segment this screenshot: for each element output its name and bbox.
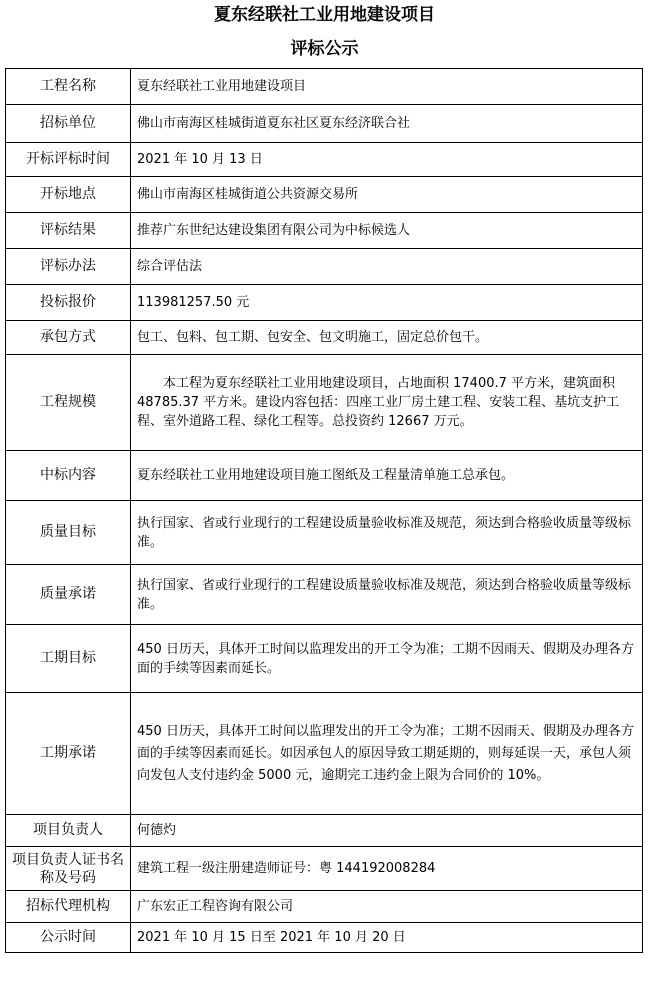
row-label: 招标单位: [6, 105, 131, 143]
row-label: 工程名称: [6, 69, 131, 105]
table-row: [6, 213, 643, 249]
row-label: 质量目标: [6, 501, 131, 565]
row-label: 中标内容: [6, 451, 131, 501]
row-label: 工期承诺: [6, 693, 131, 815]
row-label: 承包方式: [6, 321, 131, 355]
table-row: [6, 355, 643, 451]
row-value: 本工程为夏东经联社工业用地建设项目，占地面积 17400.7 平方米，建筑面积 48785.37 平方米。建设内容包括：四座工业厂房土建工程、安装工程、基坑支护工程、室外道路工程、绿化工程等。总投资约 12667 万元。: [131, 355, 643, 451]
row-label: 质量承诺: [6, 565, 131, 625]
row-label: 开标评标时间: [6, 143, 131, 177]
row-value: 夏东经联社工业用地建设项目: [131, 69, 643, 105]
row-value: 113981257.50 元: [131, 285, 643, 321]
table-row: [6, 693, 643, 815]
row-value: 综合评估法: [131, 249, 643, 285]
row-label: 评标办法: [6, 249, 131, 285]
row-label: 公示时间: [6, 923, 131, 953]
table-row: [6, 891, 643, 923]
row-value: 建筑工程一级注册建造师证号：粤 144192008284: [131, 847, 643, 891]
document-title: 夏东经联社工业用地建设项目: [214, 5, 435, 25]
table-row: [6, 501, 643, 565]
row-value: 包工、包料、包工期、包安全、包文明施工，固定总价包干。: [131, 321, 643, 355]
table-row: [6, 847, 643, 891]
row-value: 2021 年 10 月 15 日至 2021 年 10 月 20 日: [131, 923, 643, 953]
row-label: 工期目标: [6, 625, 131, 693]
table-row: [6, 105, 643, 143]
row-value: 推荐广东世纪达建设集团有限公司为中标候选人: [131, 213, 643, 249]
row-label: 评标结果: [6, 213, 131, 249]
row-label: 开标地点: [6, 177, 131, 213]
table-row: [6, 177, 643, 213]
document-subtitle: 评标公示: [290, 39, 359, 59]
row-value: 2021 年 10 月 13 日: [131, 143, 643, 177]
row-value: 450 日历天，具体开工时间以监理发出的开工令为准；工期不因雨天、假期及办理各方面的手续等因素而延长。: [131, 625, 643, 693]
table-row: [6, 923, 643, 953]
row-value: 执行国家、省或行业现行的工程建设质量验收标准及规范，须达到合格验收质量等级标准。: [131, 565, 643, 625]
row-value: 佛山市南海区桂城街道公共资源交易所: [131, 177, 643, 213]
row-label: 工程规模: [6, 355, 131, 451]
row-value: 夏东经联社工业用地建设项目施工图纸及工程量清单施工总承包。: [131, 451, 643, 501]
row-label: 招标代理机构: [6, 891, 131, 923]
row-value: 450 日历天，具体开工时间以监理发出的开工令为准；工期不因雨天、假期及办理各方面的手续等因素而延长。如因承包人的原因导致工期延期的，则每延误一天，承包人须向发包人支付违约金 5000 元，逾期完工违约金上限为合同价的 10%。: [131, 693, 643, 815]
row-label: 项目负责人证书名称及号码: [6, 847, 131, 891]
bid-evaluation-table: [5, 68, 643, 953]
row-label: 投标报价: [6, 285, 131, 321]
table-row: [6, 143, 643, 177]
table-row: [6, 451, 643, 501]
table-row: [6, 321, 643, 355]
row-label: 项目负责人: [6, 815, 131, 847]
row-value: 执行国家、省或行业现行的工程建设质量验收标准及规范，须达到合格验收质量等级标准。: [131, 501, 643, 565]
table-row: [6, 565, 643, 625]
table-row: [6, 249, 643, 285]
row-value: 佛山市南海区桂城街道夏东社区夏东经济联合社: [131, 105, 643, 143]
table-row: [6, 69, 643, 105]
row-value: 广东宏正工程咨询有限公司: [131, 891, 643, 923]
row-value: 何德灼: [131, 815, 643, 847]
table-row: [6, 285, 643, 321]
table-row: [6, 815, 643, 847]
table-row: [6, 625, 643, 693]
